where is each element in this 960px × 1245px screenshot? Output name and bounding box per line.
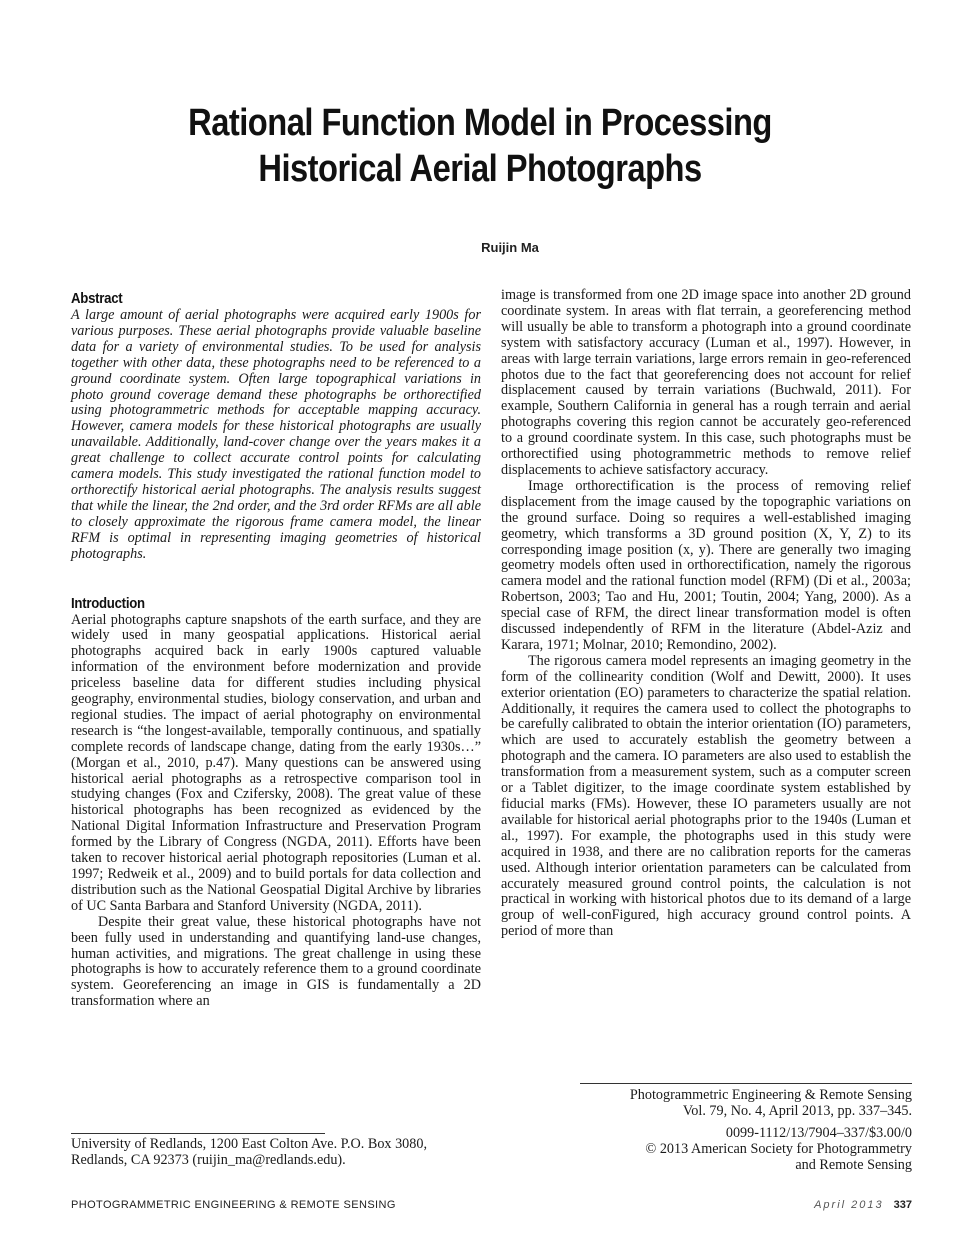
article-title: [119, 100, 841, 192]
abstract-text: A large amount of aerial photographs were acquired early 1900s for various purposes. These aerial photographs provide valuable baseline data for a variety of environmental studies. To be used for analysis together with other data, these photographs need to be referenced to a ground coordinate system. Often large topographical variations in photo ground coverage demand these photographs be orthorectified using photogrammetric methods for acceptable mapping accuracy. However, camera models for these historical photographs are usually unavailable. Additionally, land-cover change over the years makes it a great challenge to collect accurate control points for calculating camera models. This study investigated the rational function model to orthorectify historical aerial photographs. The analysis results suggest that while the linear, the 2nd order, and the 3rd order RFMs are all able to closely approximate the rigorous frame camera model, the linear RFM is optimal in representing imaging geometries of historical photographs.: [71, 307, 481, 562]
right-paragraph-3: The rigorous camera model represents an imaging geometry in the form of the collinearity condition (Wolf and Dewitt, 2000). It uses exterior orientation (EO) parameters to characterize the spatial relation. Additionally, it requires the camera used to collect the photographs to be carefully calibrated to obtain the interior orientation (IO) parameters, which are used to accurately establish the geometry between a photograph and the camera. IO parameters are also used to establish the transformation from a measurement system, such as a computer screen or a Tablet digitizer, to the image coordinate system established by fiducial marks (FMs). However, these IO parameters usually are not available for historical aerial photographs prior to the 1940s (Luman et al., 1997). For example, the photographs used in this study were acquired in 1938, and there are no calibration reports for the cameras used. Although interior orientation parameters can be calculated from accurately measured ground control points, the calculation is not practical in working with historical photos due to its demand of a large group of well-conFigured, high accuracy ground control points. A period of more than: [501, 652, 911, 940]
journal-name: Photogrammetric Engineering & Remote Sensing: [629, 1087, 912, 1103]
right-paragraph-1: image is transformed from one 2D image space into another 2D ground coordinate system. In areas with flat terrain, a georeferencing method will usually be able to transform a photograph into a ground coordinate system with satisfactory accuracy (Luman et al., 1997). However, in areas with large terrain variations, large errors remain in geo-referenced photos due to the fact that georeferencing does not account for relief displacement caused by terrain variations (Buchwald, 2011). For example, Southern California in general has a rough terrain and aerial photographs covering this region cannot be accurately geo-referenced to a ground coordinate system. In this case, such photographs must be orthorectified using photogrammetric methods to remove relief displacements to achieve satisfactory accuracy.: [501, 287, 911, 478]
journal-info-box: [580, 1083, 912, 1173]
footer-date: April 2013: [814, 1199, 884, 1211]
right-paragraph-2: Image orthorectification is the process of removing relief displacement from the image caused by the topographic variations on the ground surface. Doing so requires a well-established imaging geometry, which transforms a 3D ground position (X, Y, Z) to its corresponding image position (x, y). There are generally two imaging geometry models often used in orthorectification, namely the rigorous camera model and the rational function model (RFM) (Di et al., 2003a; Robertson, 2003; Tao and Hu, 2001; Toutin, 2004; Yang, 2000). As a special case of RFM, the direct linear transformation model is often discussed independently of RFM in the literature (Abdel-Aziz and Karara, 1971; Molnar, 2010; Remondino, 2002).: [501, 477, 911, 653]
abstract-heading: Abstract: [71, 290, 123, 307]
journal-volume: Vol. 79, No. 4, April 2013, pp. 337–345.: [682, 1103, 912, 1119]
footer-journal-name: PHOTOGRAMMETRIC ENGINEERING & REMOTE SENSING: [71, 1199, 396, 1211]
footer-page-info: [814, 1199, 912, 1211]
journal-code: 0099-1112/13/7904–337/$3.00/0: [725, 1125, 912, 1141]
intro-paragraph-2: Despite their great value, these historical photographs have not been fully used in understanding and quantifying land-use changes, human activities, and migrations. The great challenge in using these photographs is how to accurately reference them to a ground coordinate system. Georeferencing an image in GIS is fundamentally a 2D transformation where an: [71, 913, 481, 1010]
title-line-2: Historical Aerial Photographs: [258, 148, 702, 190]
intro-paragraph-1: Aerial photographs capture snapshots of the earth surface, and they are widely used in many geospatial applications. Historical aerial photographs acquired back in early 1900s captured valuable information of the environment before modernization and provide priceless baseline data for different studies including physical geography, environmental studies, biology conservation, and urban and regional studies. The impact of aerial photography on environmental research is “the longest-available, temporally continuous, and spatially complete records of landscape change, dating from the early 1930s…” (Morgan et al., 2010, p.47). Many questions can be answered using historical aerial photographs as a retrospective comparison tool in studying changes (Fox and Czifersky, 2008). The great value of these historical photographs has been recognized as evidenced by the National Digital Information Infrastructure and Preservation Program formed by the Library of Congress (NGDA, 2011). Efforts have been taken to recover historical aerial photograph repositories (Luman et al. 1997; Redweik et al., 2009) and to build portals for data collection and distribution such as the National Geospatial Digital Archive by libraries of UC Santa Barbara and Stanford University (NGDA, 2011).: [71, 611, 481, 914]
journal-copyright-cont: and Remote Sensing: [795, 1157, 912, 1173]
title-line-1: Rational Function Model in Processing: [188, 102, 772, 144]
author-name: Ruijin Ma: [481, 240, 539, 255]
introduction-heading: Introduction: [71, 594, 145, 612]
journal-copyright: © 2013 American Society for Photogrammetry: [645, 1141, 912, 1157]
right-column: [501, 288, 911, 940]
affiliation-footnote: [71, 1133, 481, 1168]
affiliation-line-2: Redlands, CA 92373 (ruijin_ma@redlands.edu).: [71, 1152, 346, 1168]
affiliation-line-1: University of Redlands, 1200 East Colton Ave. P.O. Box 3080,: [71, 1136, 427, 1152]
introduction-section: [71, 595, 481, 1011]
page-number: 337: [893, 1199, 912, 1211]
left-column: [71, 290, 481, 1010]
